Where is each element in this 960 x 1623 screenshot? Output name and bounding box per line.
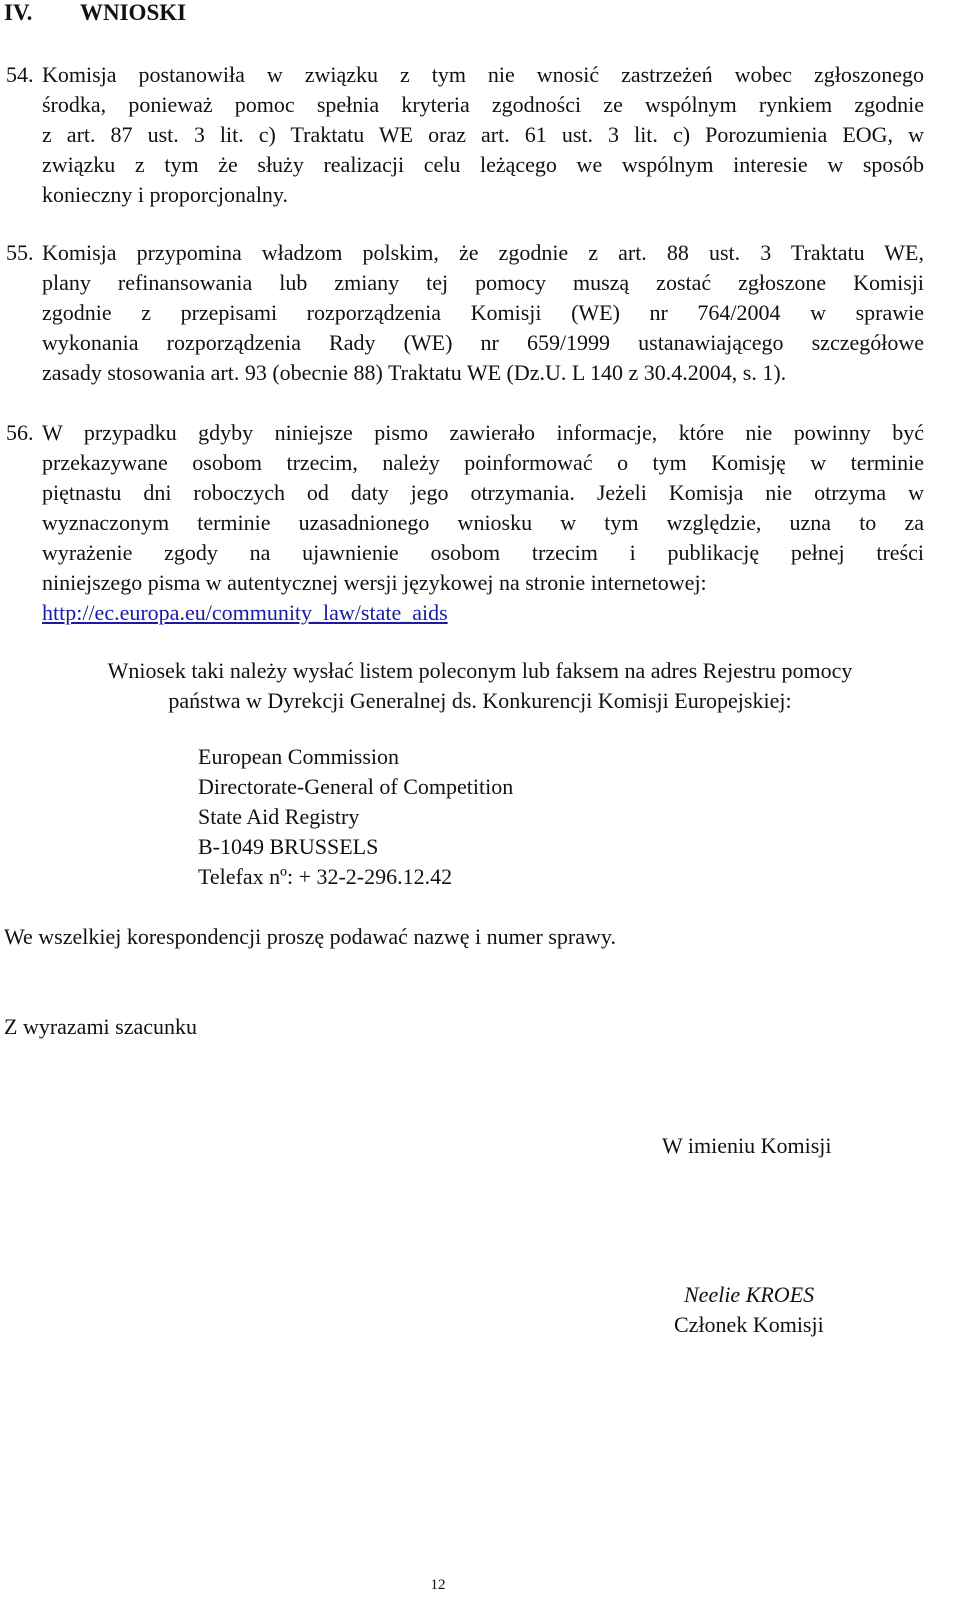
closing-phrase: Z wyrazami szacunku (4, 1014, 198, 1039)
correspondence-note: We wszelkiej korespondencji proszę podawać nazwę i numer sprawy. (4, 924, 616, 949)
text-line: piętnastu dni roboczych od daty jego otrzymania. Jeżeli Komisja nie otrzyma w (42, 480, 924, 505)
paragraph-number: 56. (6, 420, 34, 445)
text-line: związku z tym że służy realizacji celu leżącego we wspólnym interesie w sposób (42, 152, 924, 177)
paragraph-number: 55. (6, 240, 34, 265)
text-line: konieczny i proporcjonalny. (42, 182, 288, 207)
text-line: W przypadku gdyby niniejsze pismo zawierało informacje, które nie powinny być (42, 420, 924, 445)
state-aids-link[interactable]: http://ec.europa.eu/community_law/state_aids (42, 600, 448, 625)
address-line: State Aid Registry (198, 804, 360, 829)
section-number: IV. (4, 0, 33, 25)
text-line: wykonania rozporządzenia Rady (WE) nr 659/1999 ustanawiającego szczegółowe (42, 330, 924, 355)
text-line: zgodnie z przepisami rozporządzenia Komisji (WE) nr 764/2004 w sprawie (42, 300, 924, 325)
text-line: Komisja przypomina władzom polskim, że zgodnie z art. 88 ust. 3 Traktatu WE, (42, 240, 924, 265)
text-line: środka, ponieważ pomoc spełnia kryteria zgodności ze wspólnym rynkiem zgodnie (42, 92, 924, 117)
address-line: European Commission (198, 744, 400, 769)
text-line: z art. 87 ust. 3 lit. c) Traktatu WE oraz art. 61 ust. 3 lit. c) Porozumienia EOG, w (42, 122, 924, 147)
text-line: zasady stosowania art. 93 (obecnie 88) Traktatu WE (Dz.U. L 140 z 30.4.2004, s. 1). (42, 360, 787, 385)
request-line-1: Wniosek taki należy wysłać listem poleconym lub faksem na adres Rejestru pomocy (107, 658, 853, 683)
paragraph-text (42, 238, 924, 388)
paragraph-number: 54. (6, 62, 34, 87)
signature-on-behalf: W imieniu Komisji (662, 1133, 832, 1158)
address-line: B-1049 BRUSSELS (198, 834, 379, 859)
text-line: wyrażenie zgody na ujawnienie osobom trzecim i publikację pełnej treści (42, 540, 924, 565)
section-title: WNIOSKI (80, 0, 187, 25)
signature-name: Neelie KROES (684, 1282, 815, 1307)
text-line: przekazywane osobom trzecim, należy poinformować o tym Komisję w terminie (42, 450, 924, 475)
page-number: 12 (430, 1577, 446, 1593)
paragraph-text (42, 418, 924, 628)
text-line: Komisja postanowiła w związku z tym nie wnosić zastrzeżeń wobec zgłoszonego (42, 62, 924, 87)
text-line: wyznaczonym terminie uzasadnionego wniosku w tym względzie, uzna to za (42, 510, 924, 535)
paragraph-text (42, 60, 924, 210)
address-line: Directorate-General of Competition (198, 774, 514, 799)
signature-role: Członek Komisji (674, 1312, 824, 1337)
section-heading (4, 0, 186, 28)
text-line: niniejszego pisma w autentycznej wersji językowej na stronie internetowej: (42, 570, 707, 595)
address-line: Telefax nº: + 32-2-296.12.42 (198, 864, 453, 889)
address-block (198, 742, 513, 892)
text-line: plany refinansowania lub zmiany tej pomocy muszą zostać zgłoszone Komisji (42, 270, 924, 295)
request-line-2: państwa w Dyrekcji Generalnej ds. Konkurencji Komisji Europejskiej: (168, 688, 792, 713)
